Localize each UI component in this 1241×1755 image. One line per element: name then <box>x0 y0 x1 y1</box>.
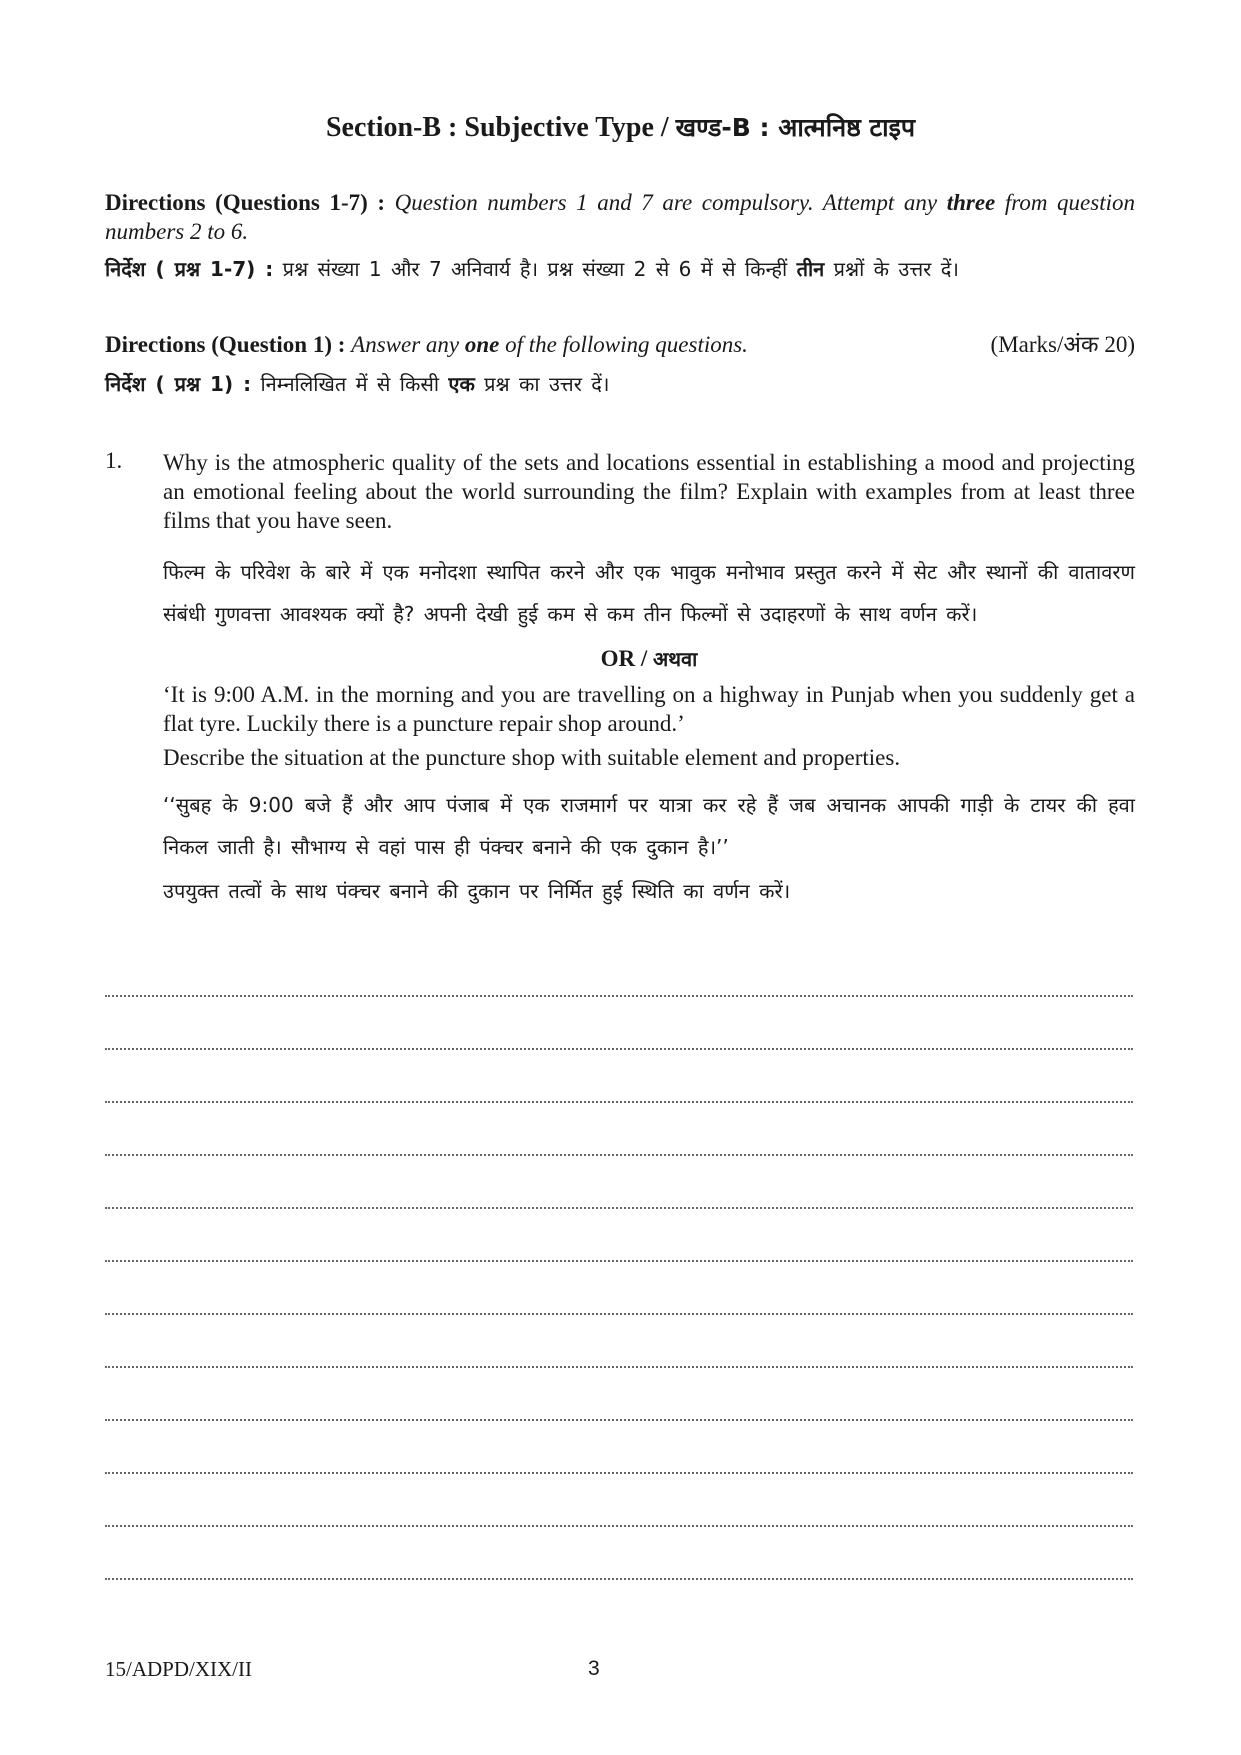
question-hi: फिल्म के परिवेश के बारे में एक मनोदशा स्थापित करने और एक भावुक मनोभाव प्रस्तुत करने में सेट और स्थानों की वातावरण संबंधी गुणवत्ता आवश्यक क्यों है? अपनी देखी हुई कम से कम तीन फिल्मों से उदाहरणों के साथ वर्णन करें। <box>163 560 1135 626</box>
directions-main-hi-text-b: प्रश्नों के उत्तर दें। <box>833 257 959 281</box>
answer-line[interactable] <box>105 1154 1133 1156</box>
section-title-en: Section-B : Subjective Type / <box>325 112 669 143</box>
or-separator <box>163 645 1135 672</box>
paper-code: 15/ADPD/XIX/II <box>105 1657 252 1681</box>
directions-q1-hi-label: निर्देश ( प्रश्न 1) : <box>105 372 252 396</box>
answer-line[interactable] <box>105 1472 1133 1474</box>
section-title <box>0 110 1241 144</box>
alt-question-hi-quote: ‘‘सुबह के 9:00 बजे हैं और आप पंजाब में एक राजमार्ग पर यात्रा कर रहे हैं जब अचानक आपकी गाड़ी के टायर की हवा निकल जाती है। सौभाग्य से वहां पास ही पंक्चर बनाने की एक दुकान है।’’ <box>163 793 1135 859</box>
alt-question-en-quote: ‘It is 9:00 A.M. in the morning and you are travelling on a highway in Punjab when you suddenly get a flat tyre. Luckily there is a puncture repair shop around.’ <box>163 682 1135 736</box>
directions-main-hi-label: निर्देश ( प्रश्न 1-7) : <box>105 257 274 281</box>
directions-main-emph: three <box>946 190 996 215</box>
directions-main <box>105 188 1135 290</box>
directions-q1-text-b: of the following questions. <box>505 332 748 357</box>
question-body <box>163 448 1135 912</box>
section-title-hi: खण्ड-B : आत्मनिष्ठ टाइप <box>675 113 916 142</box>
directions-q1-label: Directions (Question 1) : <box>105 332 346 357</box>
answer-line[interactable] <box>105 1260 1133 1262</box>
answer-line[interactable] <box>105 1525 1133 1527</box>
directions-q1 <box>105 330 1135 405</box>
directions-main-en <box>105 188 1135 246</box>
question-number: 1. <box>105 448 123 473</box>
answer-line[interactable] <box>105 1048 1133 1050</box>
directions-q1-emph: one <box>464 332 500 357</box>
answer-line[interactable] <box>105 1101 1133 1103</box>
page-number: 3 <box>588 1657 600 1680</box>
directions-main-hi-text-a: प्रश्न संख्या 1 और 7 अनिवार्य है। प्रश्न संख्या 2 से 6 में से किन्हीं <box>282 257 788 281</box>
directions-q1-hi-emph: एक <box>448 372 475 396</box>
or-hi: अथवा <box>653 647 698 671</box>
question-en: Why is the atmospheric quality of the sets and locations essential in establishing a mood and projecting an emotional feeling about the world surrounding the film? Explain with examples from at least three films that you have seen. <box>163 450 1135 533</box>
marks-label: (Marks/अंक 20) <box>990 332 1135 357</box>
answer-line[interactable] <box>105 1419 1133 1421</box>
alt-question-en-instruction: Describe the situation at the puncture shop with suitable element and properties. <box>163 745 901 770</box>
directions-main-text-a: Question numbers 1 and 7 are compulsory. Attempt any <box>394 190 938 215</box>
directions-main-hi <box>105 248 1135 290</box>
directions-q1-hi <box>105 363 1135 405</box>
directions-q1-en <box>105 330 1135 359</box>
answer-line[interactable] <box>105 1366 1133 1368</box>
directions-q1-hi-text-b: प्रश्न का उत्तर दें। <box>484 372 610 396</box>
directions-q1-hi-text-a: निम्नलिखित में से किसी <box>260 372 440 396</box>
answer-line[interactable] <box>105 1207 1133 1209</box>
directions-q1-text-a: Answer any <box>351 332 460 357</box>
or-en: OR / <box>600 646 648 671</box>
directions-main-label: Directions (Questions 1-7) : <box>105 190 386 215</box>
answer-line[interactable] <box>105 1313 1133 1315</box>
directions-main-text-b: from question numbers 2 to 6. <box>105 190 1135 244</box>
answer-line[interactable] <box>105 995 1133 997</box>
answer-line[interactable] <box>105 1578 1133 1580</box>
directions-main-hi-emph: तीन <box>796 257 825 281</box>
alt-question-hi-instruction: उपयुक्त तत्वों के साथ पंक्चर बनाने की दुकान पर निर्मित हुई स्थिति का वर्णन करें। <box>163 879 791 903</box>
